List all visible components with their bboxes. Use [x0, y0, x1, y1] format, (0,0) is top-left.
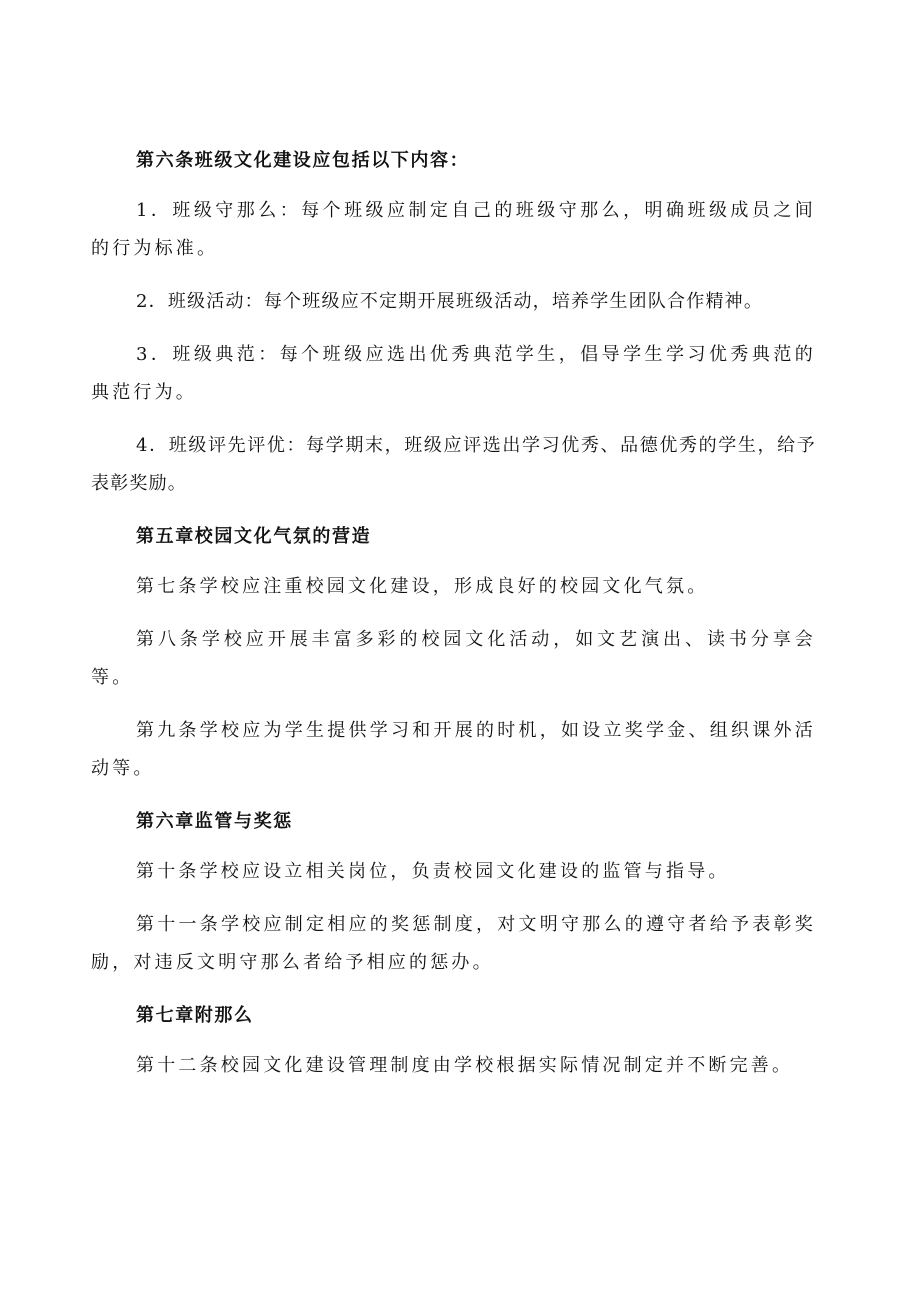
- article-6-item-4: 4．班级评先评优：每学期末，班级应评选出学习优秀、品德优秀的学生，给予表彰奖励。: [91, 435, 816, 494]
- article-10-text: 第十条学校应设立相关岗位，负责校园文化建设的监管与指导。: [136, 861, 730, 882]
- chapter-7-heading: 第七章附那么: [136, 1005, 254, 1026]
- article-9-text: 第九条学校应为学生提供学习和开展的时机，如设立奖学金、组织课外活动等。: [91, 720, 816, 779]
- article-6-item-3: 3．班级典范：每个班级应选出优秀典范学生，倡导学生学习优秀典范的典范行为。: [91, 344, 816, 403]
- article-12-text: 第十二条校园文化建设管理制度由学校根据实际情况制定并不断完善。: [136, 1055, 794, 1076]
- article-6-item-1: 1．班级守那么：每个班级应制定自己的班级守那么，明确班级成员之间的行为标准。: [91, 200, 816, 259]
- article-6-item-2: 2．班级活动：每个班级应不定期开展班级活动，培养学生团队合作精神。: [136, 291, 764, 312]
- document-body: [91, 142, 816, 1100]
- article-7-text: 第七条学校应注重校园文化建设，形成良好的校园文化气氛。: [136, 576, 709, 597]
- article-11-text: 第十一条学校应制定相应的奖惩制度，对文明守那么的遵守者给予表彰奖励，对违反文明守那么者给予相应的惩办。: [91, 914, 816, 973]
- chapter-6-heading: 第六章监管与奖惩: [136, 811, 293, 832]
- chapter-5-heading: 第五章校园文化气氛的营造: [136, 526, 372, 547]
- article-6-heading: 第六条班级文化建设应包括以下内容：: [136, 150, 470, 171]
- article-8-text: 第八条学校应开展丰富多彩的校园文化活动，如文艺演出、读书分享会等。: [91, 629, 816, 688]
